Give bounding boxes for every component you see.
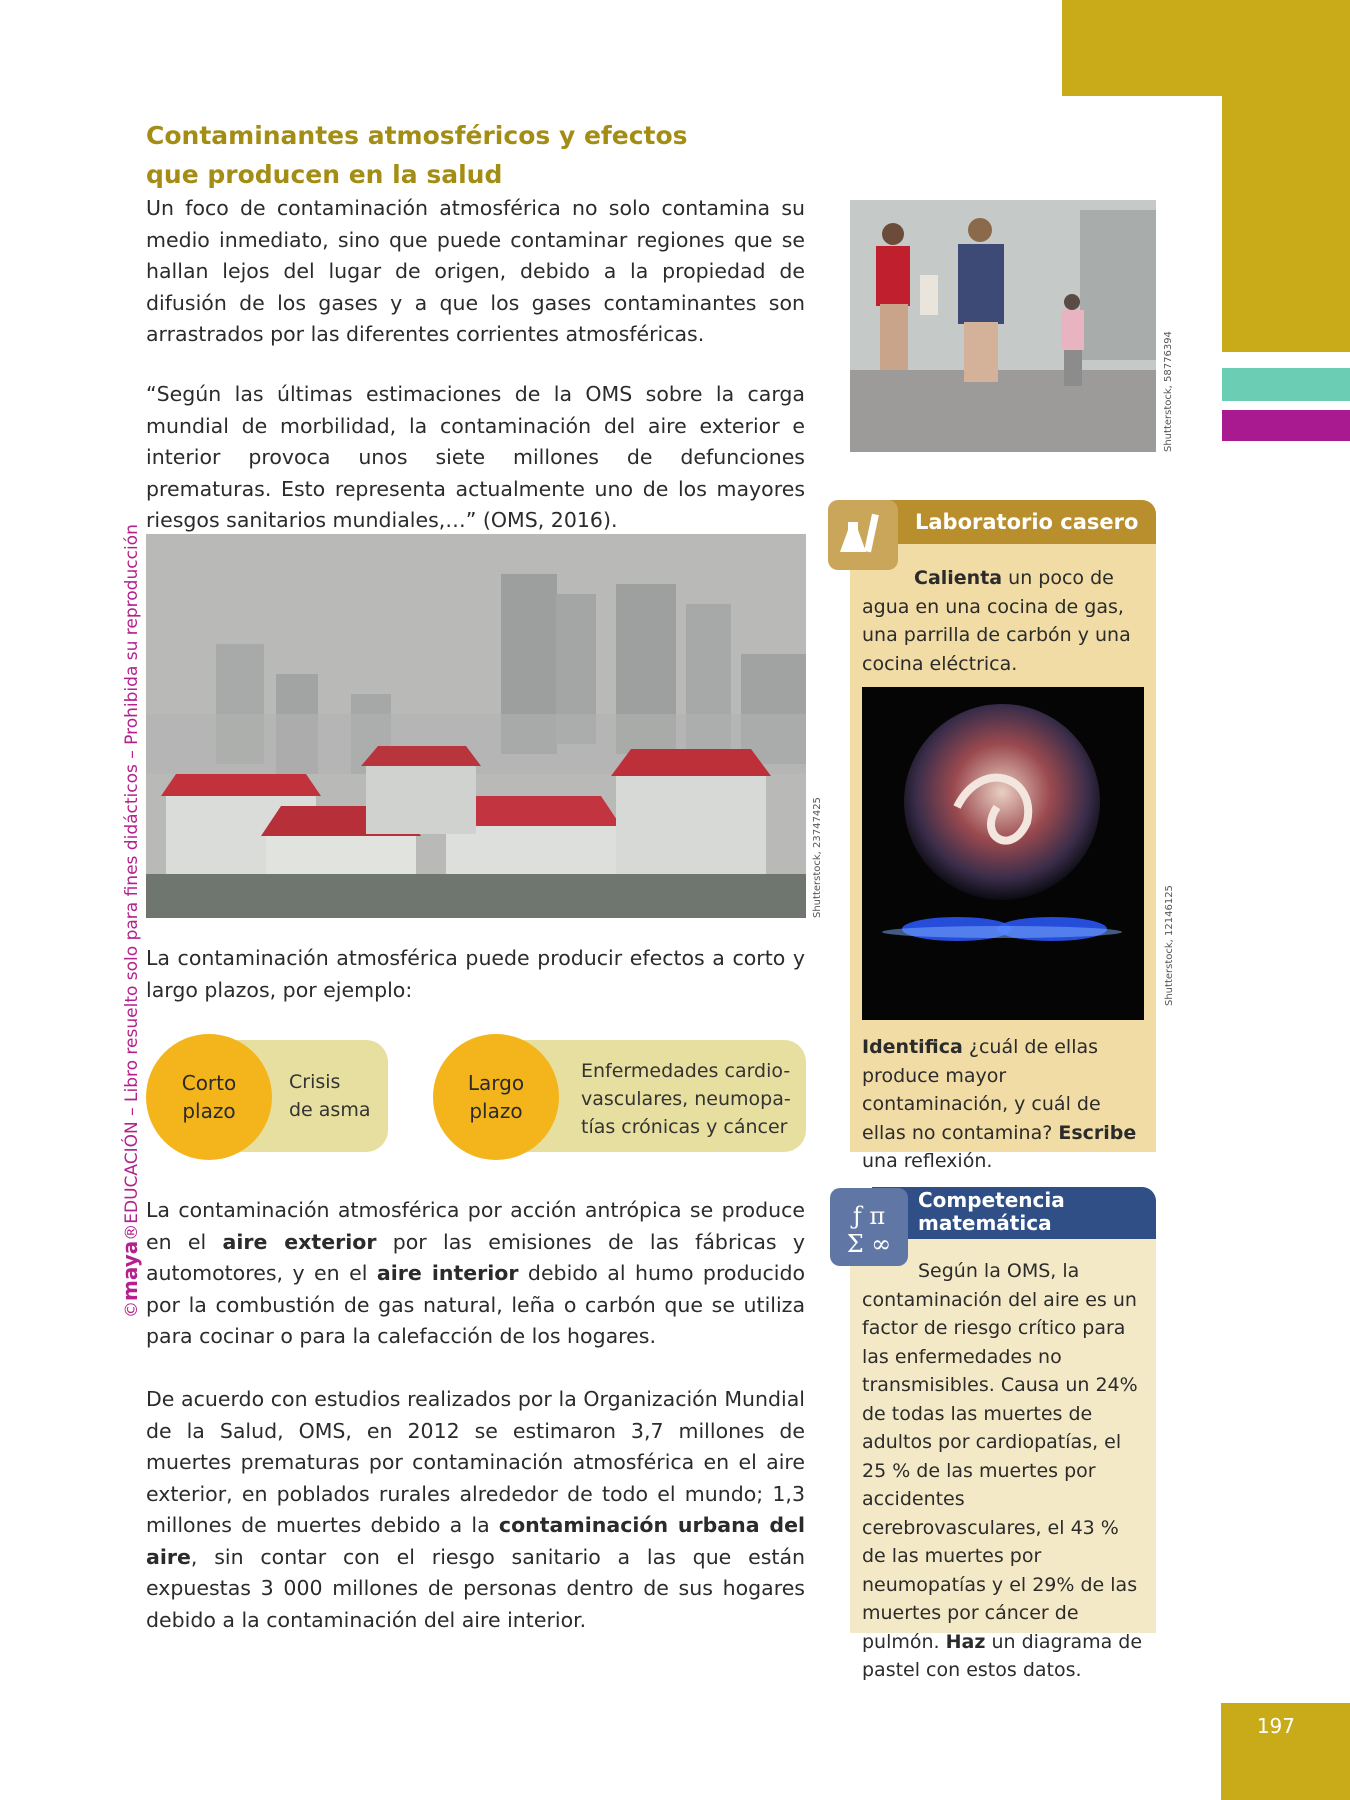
city-smog-photo: [146, 534, 806, 918]
copyright-notice: ©maya®EDUCACIÓN – Libro resuelto solo para fines didácticos – Prohibida su reproducción: [118, 524, 142, 1318]
short-term-badge: Corto plazo: [146, 1034, 272, 1160]
brand-logo: maya: [118, 1240, 142, 1301]
section-title-line1: Contaminantes atmosféricos y efectos: [146, 121, 688, 150]
decorative-tab-teal: [1222, 368, 1350, 401]
lab-title: Laboratorio casero: [915, 510, 1139, 534]
paragraph-intro: Un foco de contaminación atmosférica no solo contamina su medio inmediato, sino que puede contaminar regiones que se hallan lejos del lugar de origen, debido a la propiedad de difusión de los gases y a que los gases contaminantes son arrastrados por las diferentes corrientes atmosféricas.: [146, 196, 805, 346]
long-term-badge: Largo plazo: [433, 1034, 559, 1160]
paragraph-quote: “Según las últimas estimaciones de la OMS sobre la carga mundial de morbilidad, la contaminación del aire exterior e interior provoca unos siete millones de defunciones prematuras. Esto representa actualmente uno de los mayores riesgos sanitarios mundiales,…” (OMS, 2016).: [146, 382, 805, 532]
math-competence-text: Según la OMS, la contaminación del aire es un factor de riesgo crítico para las enfermedades no transmisibles. Causa un 24% de todas las muertes de adultos por cardiopatías, el 25 % de las muertes por accidentes cerebrovasculares, el 43 % de las muertes por neumopatías y el 29% de las muertes por cáncer de pulmón. Haz un diagrama de pastel con estos datos.: [862, 1260, 1143, 1681]
svg-text:ƒ π: ƒ π: [852, 1202, 886, 1230]
flask-icon: [828, 500, 898, 570]
section-title: [146, 116, 706, 194]
page-number: 197: [1256, 1714, 1295, 1738]
paragraph-effects-intro: La contaminación atmosférica puede producir efectos a corto y largo plazos, por ejemplo:: [146, 946, 805, 1002]
lab-instructions: Calienta un poco de agua en una cocina de gas, una parrilla de carbón y una cocina eléctrica.: [862, 567, 1131, 675]
lab-question: Identifica ¿cuál de ellas produce mayor contaminación, y cuál de ellas no contamina? Escribe una reflexión.: [862, 1036, 1137, 1172]
svg-text:Σ ∞: Σ ∞: [846, 1230, 892, 1258]
paragraph-anthropic: La contaminación atmosférica por acción antrópica se produce en el aire exterior por las emisiones de las fábricas y automotores, y en el aire interior debido al humo producido por la combustión de gas natural, leña o carbón que se utiliza para cocinar o para la calefacción de los hogares.: [146, 1198, 805, 1348]
math-competence-title: Competencia matemática: [918, 1188, 1065, 1235]
long-term-effect-text: Enfermedades cardio- vasculares, neumopa- tías crónicas y cáncer: [581, 1060, 791, 1138]
gas-burner-photo: [862, 687, 1144, 1020]
credit-burner: Shutterstock, 12146125: [1164, 885, 1175, 1006]
paragraph-oms-study: De acuerdo con estudios realizados por la Organización Mundial de la Salud, OMS, en 2012 se estimaron 3,7 millones de muertes prematuras por contaminación atmosférica en el aire exterior, en poblados rurales alrededor de todo el mundo; 1,3 millones de muertes debido a la contaminación urbana del aire, sin contar con el riesgo sanitario a las que están expuestas 3 000 millones de personas dentro de sus hogares debido a la contaminación del aire interior.: [146, 1387, 805, 1632]
credit-pedestrians: Shutterstock, 58776394: [1163, 331, 1174, 452]
section-title-line2: que producen en la salud: [146, 160, 503, 189]
pedestrians-smog-photo: [850, 200, 1156, 452]
decorative-tab-side: [1222, 96, 1350, 352]
math-symbols-icon: [830, 1188, 908, 1266]
decorative-tab-magenta: [1222, 410, 1350, 441]
short-term-effect-text: Crisis de asma: [289, 1071, 371, 1121]
credit-city: Shutterstock, 23747425: [812, 797, 823, 918]
decorative-tab-top: [1062, 0, 1350, 96]
